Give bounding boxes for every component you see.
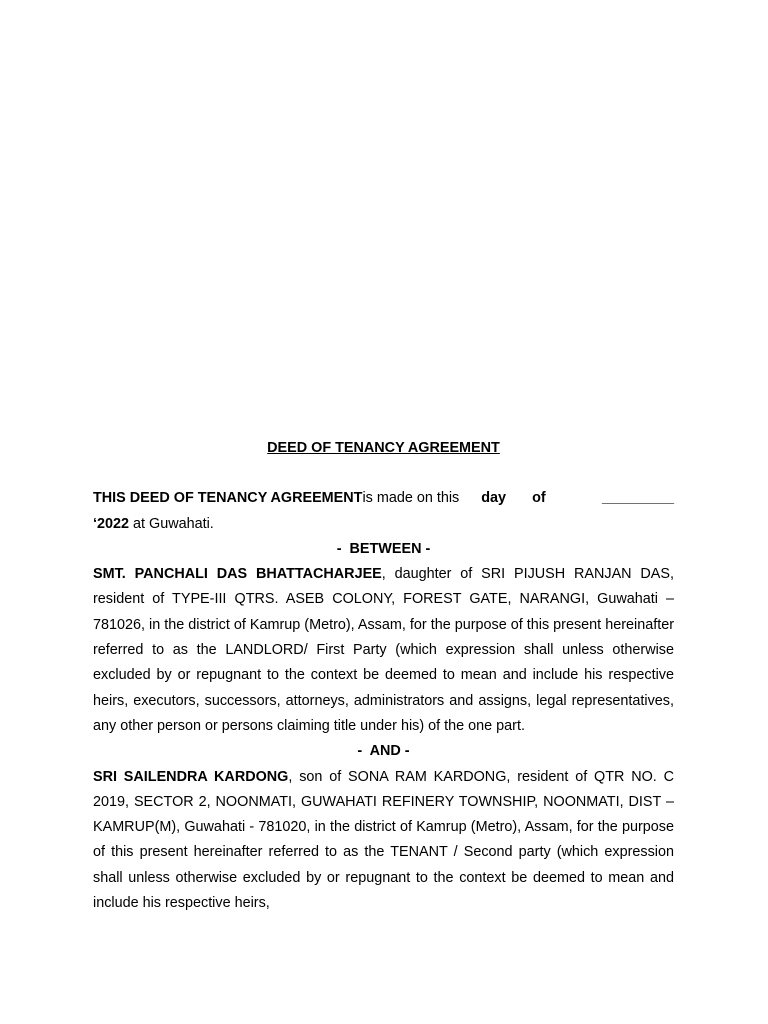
first-party-text: , daughter of SRI PIJUSH RANJAN DAS, resident of TYPE-III QTRS. ASEB COLONY, FOREST GATE, NARANGI, Guwahati – 781026, in the district of Kamrup (Metro), Assam, for the purpose of this present hereinafter referred to as the LANDLORD/ First Party (which expression shall unless otherwise excluded by or repugnant to the context be deemed to mean and include his respective heirs, executors, successors, attorneys, administrators and assigns, legal representatives, any other person or persons claiming title under his) of the one part. [93, 566, 674, 734]
opening-clause [93, 486, 674, 511]
opening-place: at Guwahati. [129, 515, 214, 532]
between-label: - BETWEEN - [336, 540, 431, 557]
opening-day-word: day [481, 490, 507, 507]
opening-year: ‘2022 [93, 515, 130, 532]
opening-year-line [93, 512, 674, 537]
document-body [93, 436, 674, 916]
opening-date-blank: _________ [601, 490, 674, 507]
and-label: - AND - [357, 743, 410, 760]
opening-lead-text: is made on this [362, 490, 460, 507]
document-title: DEED OF TENANCY AGREEMENT [267, 440, 500, 456]
first-party-name: SMT. PANCHALI DAS BHATTACHARJEE [93, 566, 382, 583]
second-party-name: SRI SAILENDRA KARDONG [93, 768, 289, 785]
second-party-text: , son of SONA RAM KARDONG, resident of QTR NO. C 2019, SECTOR 2, NOONMATI, GUWAHATI REFINERY TOWNSHIP, NOONMATI, DIST – KAMRUP(M), Guwahati - 781020, in the district of Kamrup (Metro), Assam, for the purpose of this present hereinafter referred to as the TENANT / Second party (which expression shall unless otherwise excluded by or repugnant to the context be deemed to mean and include his respective heirs, [93, 768, 675, 912]
second-party-paragraph [93, 765, 674, 917]
first-party-paragraph [93, 562, 674, 739]
opening-of-word: of [532, 490, 546, 507]
opening-lead-bold: THIS DEED OF TENANCY AGREEMENT [93, 490, 363, 507]
title-spacer [93, 461, 674, 486]
